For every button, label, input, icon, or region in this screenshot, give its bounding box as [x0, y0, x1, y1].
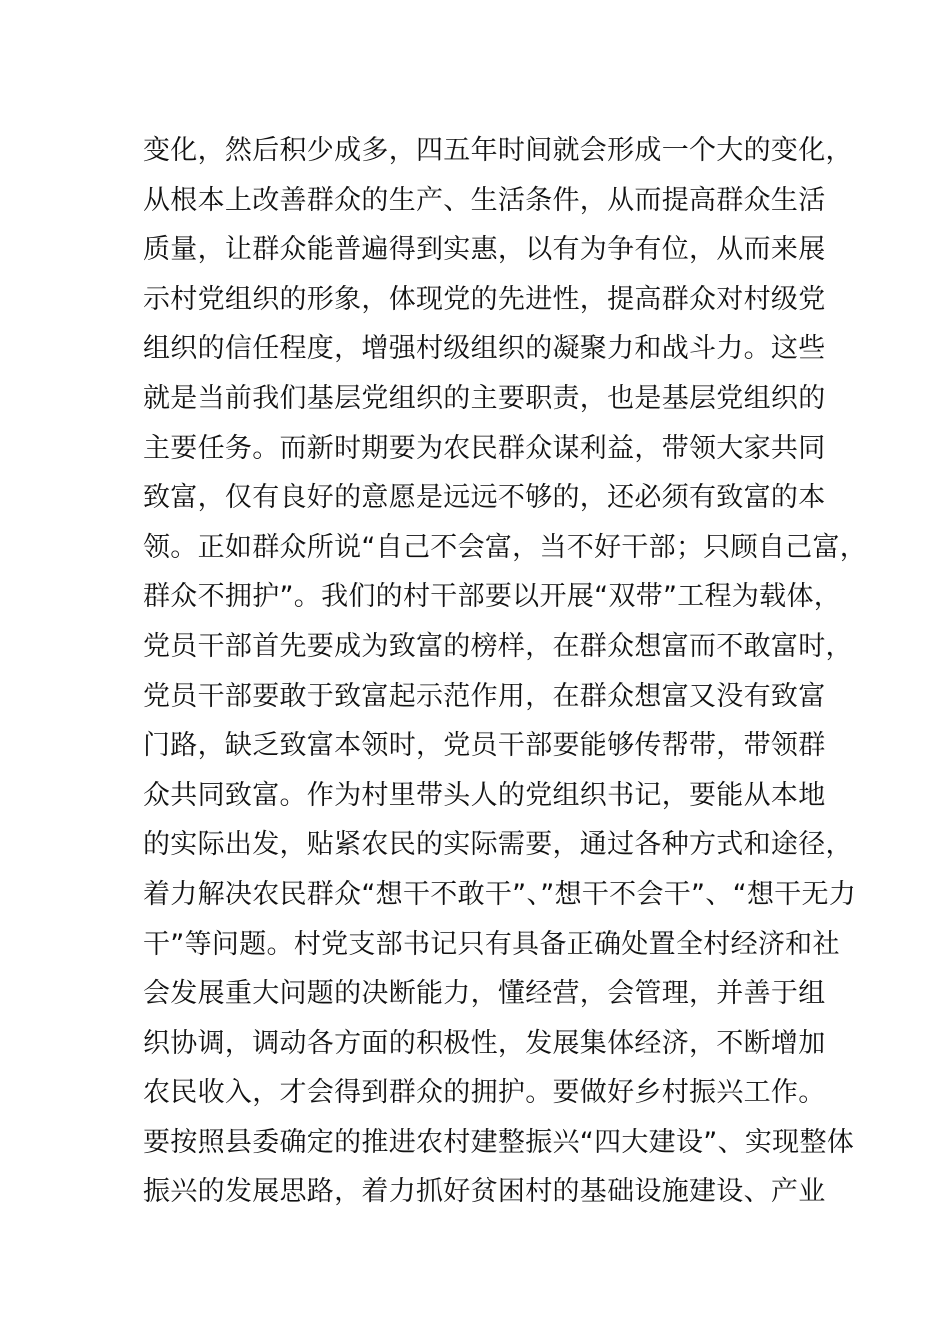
text-line-18: 会发展重大问题的决断能力，懂经营，会管理，并善于组 [143, 978, 826, 1010]
text-line-14: 众共同致富。作为村里带头人的党组织书记，要能从本地 [143, 779, 826, 811]
text-line-10: 群众不拥护”。我们的村干部要以开展“双带”工程为载体， [143, 581, 842, 613]
text-line-9: 领。正如群众所说“自己不会富，当不好干部；只顾自己富， [143, 531, 868, 563]
text-line-2: 从根本上改善群众的生产、生活条件，从而提高群众生活 [143, 184, 826, 216]
text-line-6: 就是当前我们基层党组织的主要职责，也是基层党组织的 [143, 382, 826, 414]
text-line-16: 着力解决农民群众“想干不敢干”、”想干不会干”、“想干无力 [143, 878, 857, 910]
text-line-7: 主要任务。而新时期要为农民群众谋利益，带领大家共同 [143, 432, 826, 464]
text-line-5: 组织的信任程度，增强村级组织的凝聚力和战斗力。这些 [143, 333, 826, 365]
text-line-8: 致富，仅有良好的意愿是远远不够的，还必须有致富的本 [143, 482, 826, 514]
text-line-1: 变化，然后积少成多，四五年时间就会形成一个大的变化， [143, 135, 853, 166]
text-line-11: 党员干部首先要成为致富的榜样，在群众想富而不敢富时， [143, 630, 853, 662]
text-line-21: 要按照县委确定的推进农村建整振兴“四大建设”、实现整体 [143, 1126, 855, 1158]
text-line-12: 党员干部要敢于致富起示范作用，在群众想富又没有致富 [143, 680, 826, 712]
text-line-20: 农民收入，才会得到群众的拥护。要做好乡村振兴工作。 [143, 1077, 826, 1109]
text-line-17: 干”等问题。村党支部书记只有具备正确处置全村经济和社 [143, 928, 840, 960]
text-line-19: 织协调，调动各方面的积极性，发展集体经济，不断增加 [143, 1027, 826, 1059]
text-line-22: 振兴的发展思路，着力抓好贫困村的基础设施建设、产业 [143, 1176, 826, 1208]
text-line-4: 示村党组织的形象，体现党的先进性，提高群众对村级党 [143, 283, 826, 315]
text-line-15: 的实际出发，贴紧农民的实际需要，通过各种方式和途径， [143, 829, 853, 861]
body-text [143, 126, 868, 1217]
text-line-3: 质量，让群众能普遍得到实惠，以有为争有位，从而来展 [143, 234, 826, 266]
text-line-13: 门路，缺乏致富本领时，党员干部要能够传帮带，带领群 [143, 730, 826, 762]
